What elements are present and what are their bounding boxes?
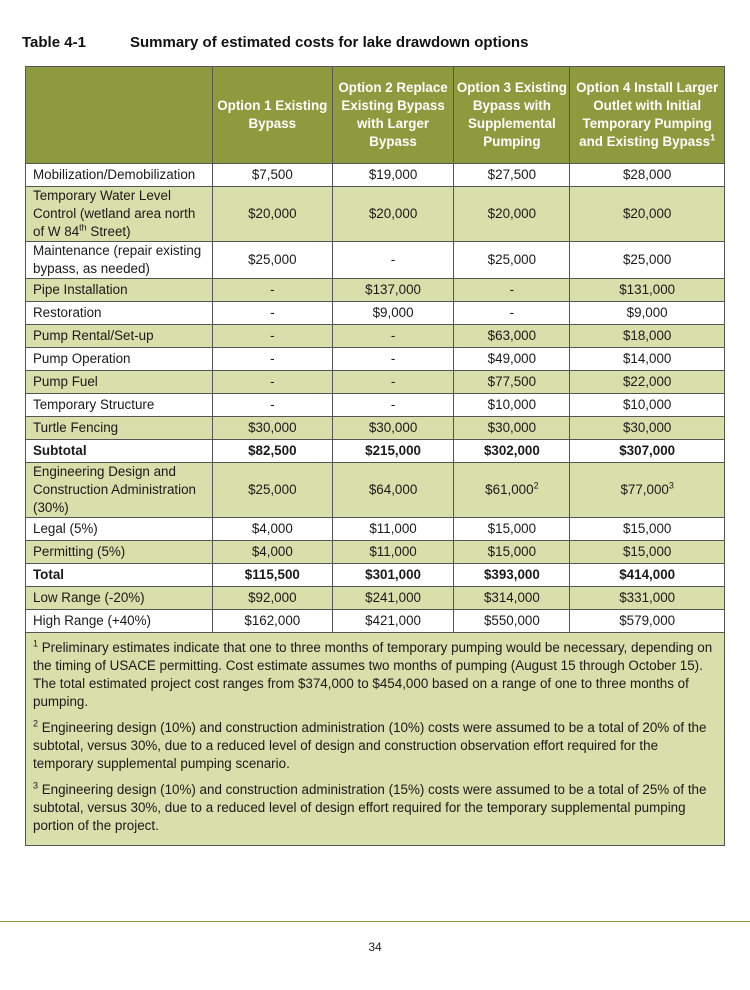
row-label: Pipe Installation — [26, 279, 213, 302]
row-label: Temporary Structure — [26, 394, 213, 417]
cell-option-4: $20,000 — [570, 187, 725, 242]
cell-option-3: - — [454, 302, 570, 325]
table-notes-row — [26, 633, 725, 846]
row-label: Restoration — [26, 302, 213, 325]
row-label: Engineering Design and Construction Administration (30%) — [26, 463, 213, 518]
footnote-2: $^2$ Engineering design (10%) and construction administration (10%) costs were assumed to be a total of 20% of the subtotal, versus 30%, due to a reduced level of design and construction observation effort required for the temporary supplemental pumping scenario. — [33, 718, 707, 771]
row-label: Pump Fuel — [26, 371, 213, 394]
row-low-range — [26, 587, 725, 610]
row-label: Pump Operation — [26, 348, 213, 371]
cell-option-4: $25,000 — [570, 242, 725, 279]
cell-option-4: $30,000 — [570, 417, 725, 440]
cell-option-1: $92,000 — [212, 587, 332, 610]
header-option-4: Option 4 Install Larger Outlet with Initial Temporary Pumping and Existing Bypass$^1$ — [570, 67, 725, 164]
header-option-2: Option 2 Replace Existing Bypass with Larger Bypass — [332, 67, 454, 164]
row-pump-operation — [26, 348, 725, 371]
cell-option-1: $82,500 — [212, 440, 332, 463]
cell-option-3: $550,000 — [454, 610, 570, 633]
row-label: Temporary Water Level Control (wetland area north of W 84th Street) — [26, 187, 213, 242]
row-engineering-design — [26, 463, 725, 518]
row-turtle-fencing — [26, 417, 725, 440]
cell-option-3: $20,000 — [454, 187, 570, 242]
cell-option-1: $162,000 — [212, 610, 332, 633]
cell-option-1: - — [212, 394, 332, 417]
cell-option-1: $25,000 — [212, 463, 332, 518]
row-permitting — [26, 541, 725, 564]
footnote-1: $^1$ Preliminary estimates indicate that one to three months of temporary pumping would be necessary, depending on the timing of USACE permitting. Cost estimate assumes two months of pumping (August 15 through October 15). The total estimated project cost ranges from $374,000 to $454,000 based on a range of one to three months of pumping. — [33, 638, 713, 709]
cell-option-2: - — [332, 242, 454, 279]
cell-option-1: $30,000 — [212, 417, 332, 440]
cell-option-2: - — [332, 371, 454, 394]
cell-option-1: - — [212, 325, 332, 348]
header-blank-cell — [26, 67, 213, 164]
cell-option-2: - — [332, 348, 454, 371]
cost-summary-table — [25, 66, 725, 846]
row-high-range — [26, 610, 725, 633]
cell-option-3: $30,000 — [454, 417, 570, 440]
footer-divider — [0, 921, 750, 922]
row-label: Permitting (5%) — [26, 541, 213, 564]
cell-option-1: $4,000 — [212, 518, 332, 541]
table-header-row — [26, 67, 725, 164]
row-legal — [26, 518, 725, 541]
row-label: Maintenance (repair existing bypass, as needed) — [26, 242, 213, 279]
table-number: Table 4-1 — [22, 34, 86, 51]
row-temporary-structure — [26, 394, 725, 417]
cell-option-4: $579,000 — [570, 610, 725, 633]
row-label: Legal (5%) — [26, 518, 213, 541]
cell-option-2: $9,000 — [332, 302, 454, 325]
cell-option-4: $9,000 — [570, 302, 725, 325]
cell-option-2: $11,000 — [332, 541, 454, 564]
cell-option-2: $421,000 — [332, 610, 454, 633]
cell-option-2: $30,000 — [332, 417, 454, 440]
cell-option-4: $14,000 — [570, 348, 725, 371]
cell-option-1: - — [212, 279, 332, 302]
cell-option-1: $25,000 — [212, 242, 332, 279]
cell-option-3: $15,000 — [454, 518, 570, 541]
cell-option-3: $61,000$^2$ — [454, 463, 570, 518]
row-label: Low Range (-20%) — [26, 587, 213, 610]
cell-option-4: $18,000 — [570, 325, 725, 348]
cell-option-3: $393,000 — [454, 564, 570, 587]
cell-option-4: $131,000 — [570, 279, 725, 302]
cell-option-4: $414,000 — [570, 564, 725, 587]
row-label: Total — [26, 564, 213, 587]
header-option-3: Option 3 Existing Bypass with Supplemental Pumping — [454, 67, 570, 164]
cell-option-1: $7,500 — [212, 164, 332, 187]
cell-option-4: $22,000 — [570, 371, 725, 394]
cell-option-2: $241,000 — [332, 587, 454, 610]
row-label: Pump Rental/Set-up — [26, 325, 213, 348]
table-caption — [22, 34, 528, 51]
cell-option-4: $331,000 — [570, 587, 725, 610]
cell-option-2: $11,000 — [332, 518, 454, 541]
cell-option-4: $77,000$^3$ — [570, 463, 725, 518]
row-label: High Range (+40%) — [26, 610, 213, 633]
table-notes — [26, 633, 725, 846]
cell-option-2: $19,000 — [332, 164, 454, 187]
cell-option-3: $77,500 — [454, 371, 570, 394]
row-pipe-installation — [26, 279, 725, 302]
cell-option-1: $115,500 — [212, 564, 332, 587]
row-subtotal — [26, 440, 725, 463]
row-label: Subtotal — [26, 440, 213, 463]
header-option-1: Option 1 Existing Bypass — [212, 67, 332, 164]
cell-option-4: $28,000 — [570, 164, 725, 187]
cell-option-4: $307,000 — [570, 440, 725, 463]
row-pump-rental — [26, 325, 725, 348]
row-maintenance — [26, 242, 725, 279]
cell-option-4: $10,000 — [570, 394, 725, 417]
cell-option-3: $63,000 — [454, 325, 570, 348]
row-mobilization — [26, 164, 725, 187]
row-pump-fuel — [26, 371, 725, 394]
cell-option-1: $20,000 — [212, 187, 332, 242]
cell-option-3: $27,500 — [454, 164, 570, 187]
cell-option-1: - — [212, 348, 332, 371]
cell-option-3: $314,000 — [454, 587, 570, 610]
cell-option-3: $25,000 — [454, 242, 570, 279]
cell-option-2: - — [332, 394, 454, 417]
cell-option-1: - — [212, 302, 332, 325]
cell-option-1: - — [212, 371, 332, 394]
table-title: Summary of estimated costs for lake drawdown options — [130, 34, 529, 51]
row-restoration — [26, 302, 725, 325]
cell-option-2: - — [332, 325, 454, 348]
cell-option-1: $4,000 — [212, 541, 332, 564]
row-label: Mobilization/Demobilization — [26, 164, 213, 187]
footnote-3: $^3$ Engineering design (10%) and construction administration (15%) costs were assumed to be a total of 25% of the subtotal, versus 30%, due to a reduced level of design effort required for the temporary supplemental pumping portion of the project. — [33, 780, 707, 833]
cell-option-2: $20,000 — [332, 187, 454, 242]
cell-option-2: $301,000 — [332, 564, 454, 587]
cell-option-4: $15,000 — [570, 518, 725, 541]
cell-option-2: $137,000 — [332, 279, 454, 302]
row-total — [26, 564, 725, 587]
row-temporary-water-level-control — [26, 187, 725, 242]
cell-option-3: $302,000 — [454, 440, 570, 463]
cell-option-3: - — [454, 279, 570, 302]
cell-option-4: $15,000 — [570, 541, 725, 564]
row-label: Turtle Fencing — [26, 417, 213, 440]
page-number: 34 — [368, 940, 382, 954]
cell-option-3: $15,000 — [454, 541, 570, 564]
cell-option-3: $10,000 — [454, 394, 570, 417]
cell-option-3: $49,000 — [454, 348, 570, 371]
cell-option-2: $215,000 — [332, 440, 454, 463]
cell-option-2: $64,000 — [332, 463, 454, 518]
